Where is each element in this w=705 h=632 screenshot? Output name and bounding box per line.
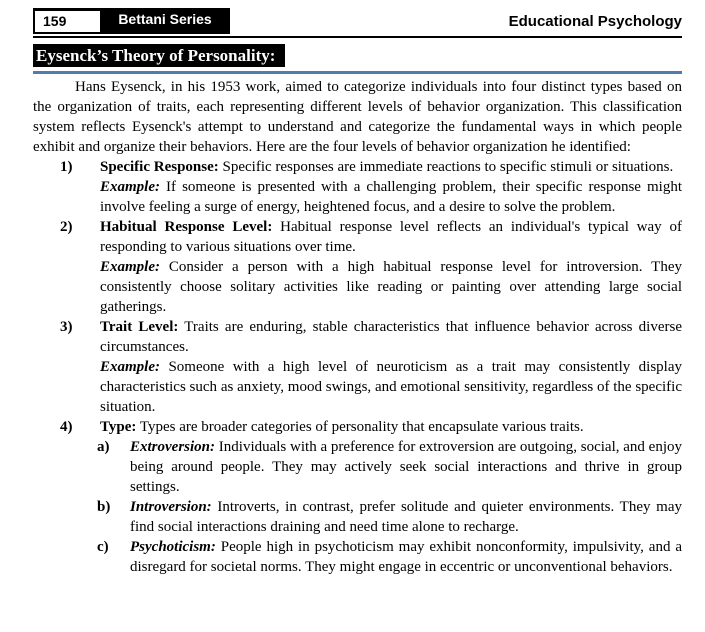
item-body: Habitual response level reflects an individual's typical way of responding to various situations over time. — [100, 219, 682, 255]
item-definition — [100, 417, 682, 437]
sub-item-text — [130, 497, 682, 537]
example-text: Consider a person with a high habitual response level for introversion. They consistently choose solitary activities like reading or painting over attending large social gatherings. — [100, 259, 682, 315]
section-title: Eysenck’s Theory of Personality: — [33, 44, 285, 67]
header-left-group — [33, 8, 230, 34]
item-number: 1) — [60, 159, 73, 175]
list-item-habitual-response — [33, 217, 682, 317]
list-item-specific-response — [33, 157, 682, 217]
intro-paragraph: Hans Eysenck, in his 1953 work, aimed to categorize individuals into four distinct types based on the organization of traits, each representing different levels of behavior organization. This classification system reflects Eysenck's attempt to understand and categorize the fundamental ways in which people exhibit and organize their behaviors. Here are the four levels of behavior organization he identified: — [33, 79, 682, 155]
item-body: Specific responses are immediate reactions to specific stimuli or situations. — [222, 159, 674, 175]
item-number: 4) — [60, 419, 73, 435]
document-body — [33, 77, 682, 577]
sub-item-letter: b) — [97, 499, 111, 515]
item-title: Type: — [100, 419, 137, 435]
section-title-row — [33, 44, 682, 67]
example-label: Example: — [100, 179, 160, 195]
sub-item-text — [130, 537, 682, 577]
item-number: 3) — [60, 319, 73, 335]
item-title: Specific Response: — [100, 159, 219, 175]
page-header — [33, 8, 682, 34]
page-number: 159 — [33, 8, 100, 34]
header-rule — [33, 36, 682, 38]
item-body: Types are broader categories of personality that encapsulate various traits. — [139, 419, 584, 435]
accent-rule — [33, 71, 682, 74]
example-text: Someone with a high level of neuroticism as a trait may consistently display characteristics such as anxiety, mood swings, and emotional sensitivity, regardless of the specific situation. — [100, 359, 683, 415]
item-example — [100, 257, 682, 317]
sub-item-extroversion — [97, 437, 683, 497]
sub-item-title: Introversion: — [130, 499, 212, 515]
sub-item-body: People high in psychoticism may exhibit nonconformity, impulsivity, and a disregard for societal norms. They might engage in eccentric or unconventional behaviors. — [130, 539, 682, 575]
item-definition — [100, 217, 682, 257]
sub-item-text — [130, 437, 682, 497]
item-body: Traits are enduring, stable characteristics that influence behavior across diverse circumstances. — [100, 319, 683, 355]
series-badge: Bettani Series — [100, 8, 230, 34]
sub-item-title: Psychoticism: — [130, 539, 216, 555]
sub-item-psychoticism — [97, 537, 682, 577]
sub-item-title: Extroversion: — [130, 439, 216, 455]
sub-item-introversion — [97, 497, 683, 537]
sub-item-letter: a) — [97, 439, 110, 455]
sub-item-letter: c) — [97, 539, 109, 555]
item-number: 2) — [60, 219, 73, 235]
subject-title: Educational Psychology — [508, 13, 682, 30]
example-text: If someone is presented with a challenging problem, their specific response might involve feeling a surge of energy, heightened focus, and a desire to solve the problem. — [100, 179, 682, 215]
example-label: Example: — [100, 359, 160, 375]
sub-item-body: Individuals with a preference for extroversion are outgoing, social, and enjoy being around people. They may actively seek social interactions and thrive in group settings. — [130, 439, 683, 495]
sub-item-body: Introverts, in contrast, prefer solitude and quieter environments. They may find social interactions draining and need time alone to recharge. — [130, 499, 683, 535]
list-item-trait-level — [33, 317, 682, 417]
item-title: Habitual Response Level: — [100, 219, 273, 235]
item-example — [100, 357, 682, 417]
item-title: Trait Level: — [100, 319, 179, 335]
item-definition — [100, 157, 682, 177]
list-item-type — [33, 417, 682, 577]
item-example — [100, 177, 682, 217]
item-definition — [100, 317, 682, 357]
example-label: Example: — [100, 259, 160, 275]
